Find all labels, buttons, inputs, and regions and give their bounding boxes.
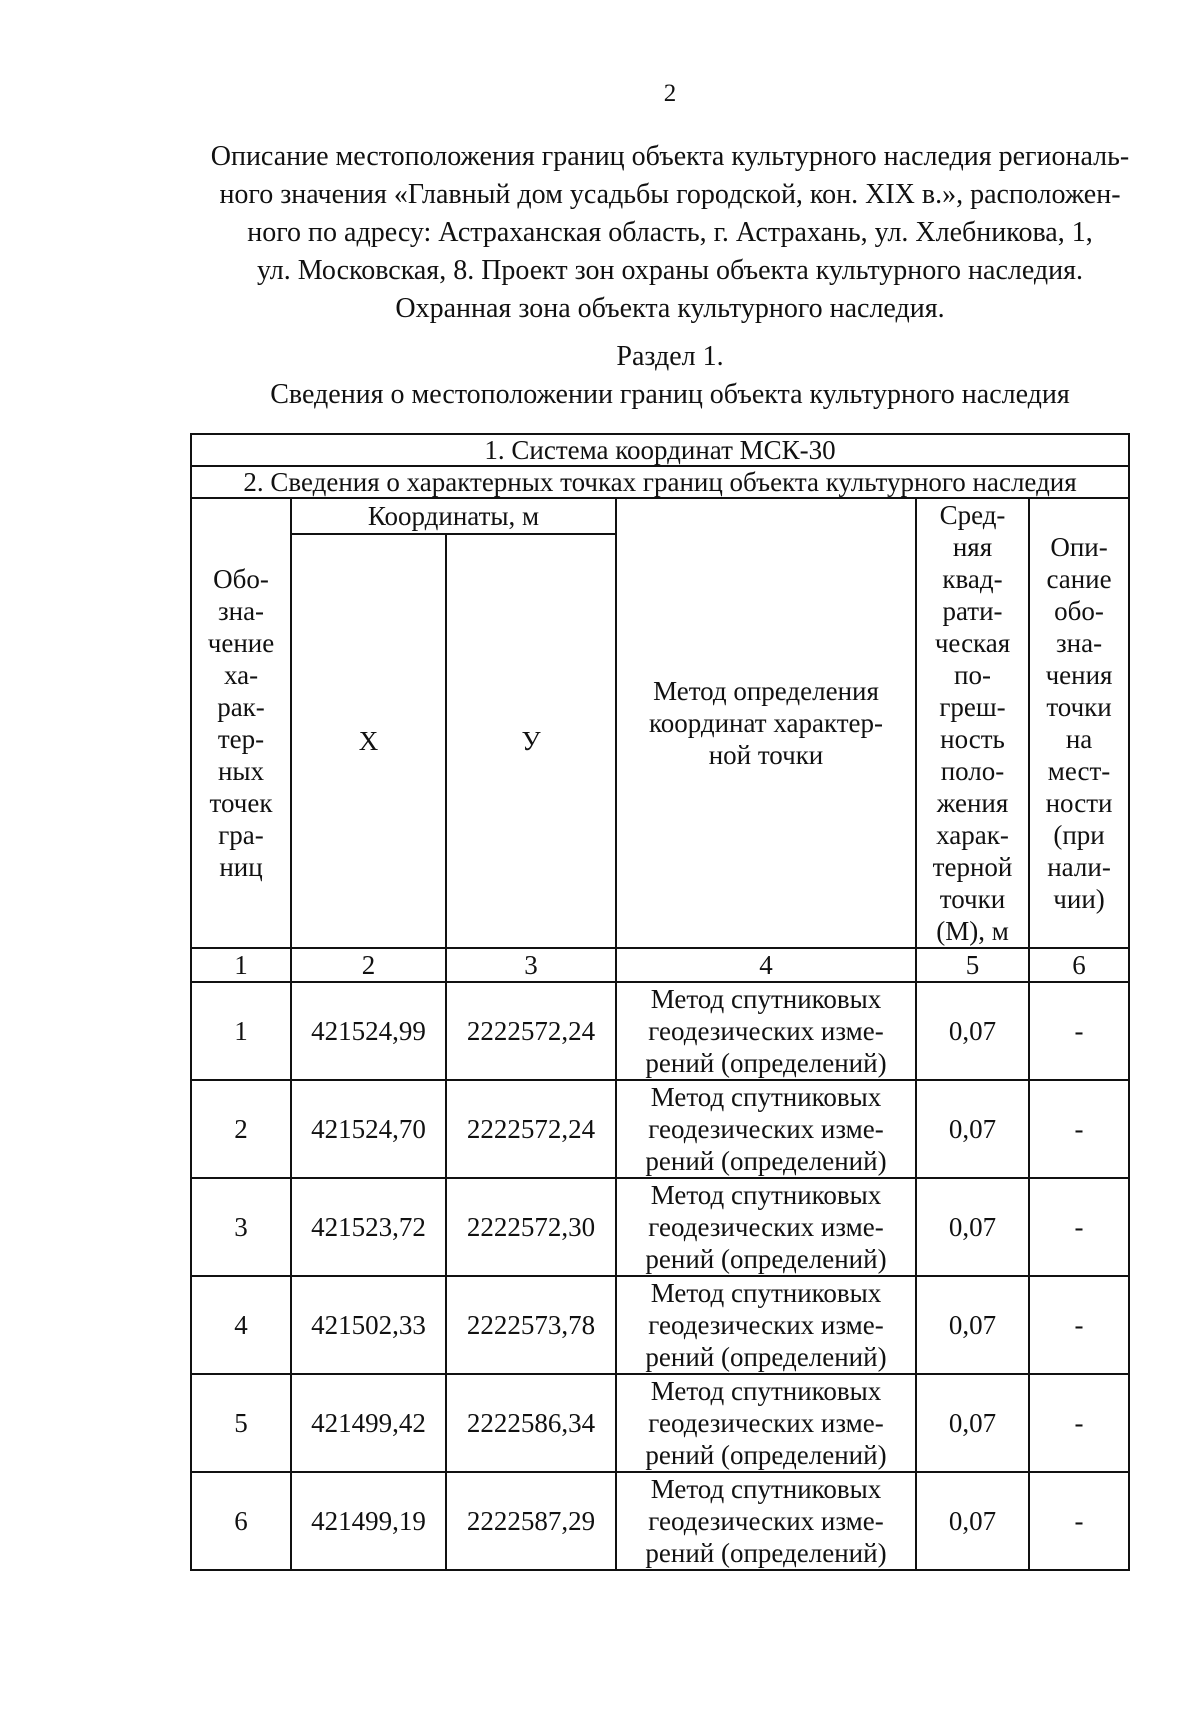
header-line: ного значения «Главный дом усадьбы городской, кон. XIX в.», расположен-: [219, 179, 1121, 210]
header-line: ул. Московская, 8. Проект зон охраны объекта культурного наследия.: [256, 255, 1084, 286]
cell-point: 1: [191, 982, 291, 1080]
cell-method: Метод спутниковых геодезических изме- рений (определений): [616, 982, 916, 1080]
header-y: У: [446, 534, 616, 948]
header-x: X: [291, 534, 446, 948]
cell-point: 4: [191, 1276, 291, 1374]
column-number: 2: [291, 948, 446, 982]
cell-y: 2222572,30: [446, 1178, 616, 1276]
cell-description: -: [1029, 1178, 1129, 1276]
page-number: 2: [663, 80, 677, 107]
cell-x: 421524,99: [291, 982, 446, 1080]
column-number: 3: [446, 948, 616, 982]
cell-description: -: [1029, 1276, 1129, 1374]
cell-method: Метод спутниковых геодезических изме- рений (определений): [616, 1276, 916, 1374]
cell-method: Метод спутниковых геодезических изме- рений (определений): [616, 1374, 916, 1472]
header-row: [191, 498, 1129, 534]
column-number: 6: [1029, 948, 1129, 982]
document-header: [195, 138, 1145, 328]
section-heading: [195, 338, 1145, 414]
cell-method: Метод спутниковых геодезических изме- рений (определений): [616, 1178, 916, 1276]
table-row: [191, 1080, 1129, 1178]
cell-error: 0,07: [916, 1080, 1029, 1178]
cell-description: -: [1029, 1080, 1129, 1178]
table-row: [191, 1374, 1129, 1472]
cell-point: 5: [191, 1374, 291, 1472]
section-title: Сведения о местоположении границ объекта культурного наследия: [270, 379, 1070, 410]
column-number: 5: [916, 948, 1029, 982]
cell-y: 2222586,34: [446, 1374, 616, 1472]
header-line: ного по адресу: Астраханская область, г. Астрахань, ул. Хлебникова, 1,: [247, 217, 1093, 248]
table-row: [191, 1276, 1129, 1374]
table-row: [191, 982, 1129, 1080]
cell-description: -: [1029, 982, 1129, 1080]
cell-x: 421523,72: [291, 1178, 446, 1276]
cell-x: 421499,42: [291, 1374, 446, 1472]
cell-description: -: [1029, 1472, 1129, 1570]
cell-point: 3: [191, 1178, 291, 1276]
cell-x: 421524,70: [291, 1080, 446, 1178]
header-description: Опи- сание обо- зна- чения точки на мест- ности (при нали- чии): [1029, 498, 1129, 948]
cell-y: 2222573,78: [446, 1276, 616, 1374]
header-line: Охранная зона объекта культурного наследия.: [395, 293, 945, 324]
column-number: 1: [191, 948, 291, 982]
cell-error: 0,07: [916, 1276, 1029, 1374]
cell-description: -: [1029, 1374, 1129, 1472]
header-rms-error: Сред- няя квад- рати- ческая по- греш- ность поло- жения харак- терной точки (М), м: [916, 498, 1029, 948]
header-designation: Обо- зна- чение ха- рак- тер- ных точек гра- ниц: [191, 498, 291, 948]
table-title-row: [191, 434, 1129, 466]
table-title-row: [191, 466, 1129, 498]
cell-y: 2222587,29: [446, 1472, 616, 1570]
cell-error: 0,07: [916, 1178, 1029, 1276]
cell-point: 6: [191, 1472, 291, 1570]
header-line: Описание местоположения границ объекта культурного наследия региональ-: [210, 141, 1130, 172]
table-row: [191, 1178, 1129, 1276]
table-row: [191, 1472, 1129, 1570]
cell-y: 2222572,24: [446, 982, 616, 1080]
points-info-cell: 2. Сведения о характерных точках границ объекта культурного наследия: [191, 466, 1129, 498]
cell-point: 2: [191, 1080, 291, 1178]
header-coordinates: Координаты, м: [291, 498, 616, 534]
cell-method: Метод спутниковых геодезических изме- рений (определений): [616, 1080, 916, 1178]
boundary-points-table: [190, 433, 1130, 1571]
section-label: Раздел 1.: [616, 341, 724, 372]
cell-error: 0,07: [916, 982, 1029, 1080]
column-number: 4: [616, 948, 916, 982]
column-numbers-row: [191, 948, 1129, 982]
cell-x: 421502,33: [291, 1276, 446, 1374]
coordinate-system-cell: 1. Система координат МСК-30: [191, 434, 1129, 466]
cell-error: 0,07: [916, 1472, 1029, 1570]
cell-y: 2222572,24: [446, 1080, 616, 1178]
cell-x: 421499,19: [291, 1472, 446, 1570]
header-method: Метод определения координат характер- ной точки: [616, 498, 916, 948]
cell-method: Метод спутниковых геодезических изме- рений (определений): [616, 1472, 916, 1570]
cell-error: 0,07: [916, 1374, 1029, 1472]
